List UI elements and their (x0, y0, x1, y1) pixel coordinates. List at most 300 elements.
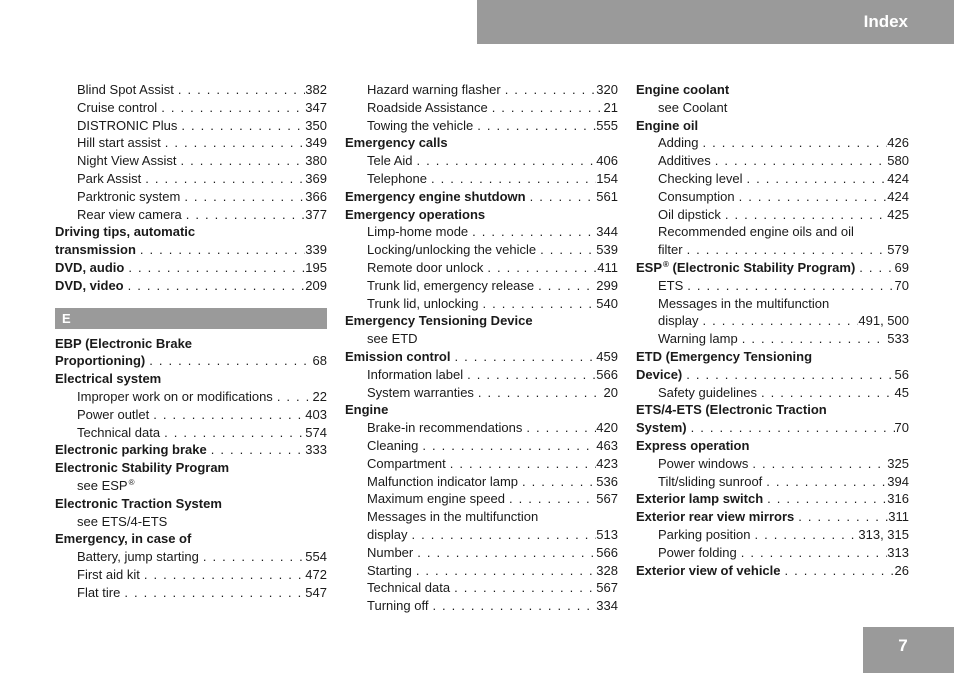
index-subentry (55, 99, 327, 117)
page-reference: 311 (888, 509, 909, 525)
entry-label: DISTRONIC Plus (77, 117, 178, 133)
dot-leader (762, 473, 887, 491)
entry-text (77, 206, 182, 224)
page-reference: 369 (305, 170, 327, 186)
entry-text (636, 419, 687, 437)
index-entry (636, 81, 909, 99)
entry-text (636, 81, 729, 99)
page-reference: 574 (305, 424, 327, 440)
index-subentry (55, 117, 327, 135)
index-subentry (636, 277, 909, 295)
index-subentry (55, 188, 327, 206)
index-entry (55, 370, 327, 388)
entry-text (77, 548, 199, 566)
page-reference: 333 (305, 442, 327, 458)
index-subentry (345, 277, 618, 295)
dot-leader (160, 424, 305, 442)
entry-label: Tele Aid (367, 153, 413, 169)
index-entry (345, 188, 618, 206)
index-entry (55, 495, 327, 513)
page-reference: 561 (596, 188, 618, 204)
index-subentry (55, 566, 327, 584)
page-reference: 580 (887, 153, 909, 169)
dot-leader (161, 134, 306, 152)
dot-leader (427, 170, 596, 188)
page-reference: 579 (887, 242, 909, 258)
dot-leader (738, 330, 888, 348)
dot-leader (682, 366, 894, 384)
dot-leader (412, 562, 596, 580)
entry-label: Exterior lamp switch (636, 491, 764, 507)
entry-label: Exterior view of vehicle (636, 562, 781, 578)
entry-text (658, 526, 751, 544)
entry-label: EBP (Electronic Brake (55, 335, 193, 351)
dot-leader (522, 419, 596, 437)
index-entry (345, 348, 618, 366)
index-subentry (636, 241, 909, 259)
entry-text (77, 134, 161, 152)
entry-label: Messages in the multifunction (658, 295, 830, 311)
entry-label: Hazard warning flasher (367, 82, 501, 97)
index-subentry (55, 134, 327, 152)
dot-leader (735, 188, 888, 206)
index-subentry (55, 424, 327, 442)
index-entry (345, 312, 618, 330)
entry-label: Turning off (367, 598, 429, 614)
dot-leader (698, 312, 858, 330)
index-entry (55, 335, 327, 353)
entry-text (367, 170, 427, 188)
entry-text (658, 312, 698, 330)
entry-label: Exterior rear view mirrors (636, 509, 795, 525)
entry-text (345, 134, 448, 152)
dot-leader (207, 441, 306, 459)
page-reference: 424 (887, 170, 909, 186)
entry-text (658, 455, 748, 473)
entry-label: Trunk lid, unlocking (367, 295, 479, 311)
entry-label: Cruise control (77, 99, 158, 115)
entry-label: Messages in the multifunction (367, 509, 539, 525)
index-subentry (345, 562, 618, 580)
entry-label: Tilt/sliding sunroof (658, 473, 763, 489)
index-subentry (636, 134, 909, 152)
entry-text (367, 526, 407, 544)
page-reference: 20 (603, 384, 618, 400)
entry-text (367, 579, 450, 597)
page-reference: 472 (305, 566, 327, 582)
entry-text (658, 170, 743, 188)
dot-leader (124, 259, 305, 277)
entry-text (77, 152, 176, 170)
entry-label: Compartment (367, 455, 446, 471)
entry-label: Technical data (367, 580, 451, 596)
entry-text (55, 441, 207, 459)
entry-label: Trunk lid, emergency release (367, 277, 535, 293)
dot-leader (781, 562, 895, 580)
dot-leader (407, 526, 596, 544)
entry-label: First aid kit (77, 566, 140, 582)
entry-label: Parking position (658, 526, 751, 542)
index-subentry (345, 455, 618, 473)
page-reference: 22 (312, 388, 327, 404)
entry-text (636, 366, 682, 384)
index-subentry (345, 473, 618, 491)
index-entry (55, 259, 327, 277)
entry-text (367, 597, 428, 615)
index-subentry (636, 455, 909, 473)
entry-label: ETS (658, 277, 684, 293)
dot-leader (505, 490, 596, 508)
index-subentry (55, 584, 327, 602)
entry-label: Adding (658, 135, 699, 151)
index-subentry (345, 99, 618, 117)
dot-leader (157, 99, 305, 117)
page-reference: 195 (305, 259, 327, 275)
index-subentry (636, 473, 909, 491)
index-subentry (55, 406, 327, 424)
index-column-1 (55, 81, 327, 602)
header-band (477, 0, 954, 44)
page-reference: 491, 500 (858, 313, 909, 329)
index-subentry (55, 513, 327, 531)
entry-text (658, 295, 829, 313)
entry-text (77, 388, 273, 406)
entry-text (658, 473, 762, 491)
entry-text (77, 566, 140, 584)
entry-label: Starting (367, 562, 412, 578)
page-reference: 406 (596, 153, 618, 169)
page-reference: 328 (596, 562, 618, 578)
page-reference: 377 (305, 206, 327, 222)
index-entry (636, 490, 909, 508)
index-subentry (345, 437, 618, 455)
entry-text (55, 277, 124, 295)
page-reference: 536 (596, 473, 618, 489)
entry-label: Emergency engine shutdown (345, 188, 526, 204)
page-number: 7 (898, 636, 908, 655)
entry-text (636, 348, 812, 366)
dot-leader (446, 455, 597, 473)
entry-text (367, 152, 413, 170)
index-subentry (636, 223, 909, 241)
dot-leader (180, 188, 305, 206)
dot-leader (721, 206, 887, 224)
entry-label: ETS/4-ETS (Electronic Traction (636, 402, 827, 418)
entry-text (55, 335, 192, 353)
entry-label: Hill start assist (77, 135, 161, 151)
page-reference: 70 (894, 420, 909, 436)
entry-text (345, 188, 526, 206)
entry-text (77, 584, 120, 602)
index-column-2 (345, 81, 618, 615)
index-entry (55, 441, 327, 459)
entry-text (367, 490, 505, 508)
dot-leader (683, 241, 888, 259)
entry-text (658, 241, 683, 259)
index-subentry (345, 81, 618, 99)
dot-leader (488, 99, 604, 117)
entry-label: Brake-in recommendations (367, 420, 523, 436)
dot-leader (450, 579, 596, 597)
index-subentry (345, 366, 618, 384)
page-reference: 339 (305, 242, 327, 258)
entry-label: Park Assist (77, 170, 142, 186)
index-subentry (636, 170, 909, 188)
entry-text (367, 544, 413, 562)
entry-text (636, 401, 827, 419)
index-entry (55, 223, 327, 241)
index-entry (55, 241, 327, 259)
index-subentry (636, 295, 909, 313)
page-reference: 21 (603, 99, 618, 115)
index-subentry (345, 384, 618, 402)
entry-text (658, 188, 735, 206)
entry-text (636, 508, 794, 526)
index-subentry (345, 295, 618, 313)
index-subentry (345, 544, 618, 562)
entry-text (55, 223, 195, 241)
entry-label: display (367, 526, 408, 542)
dot-leader (182, 206, 306, 224)
entry-text (367, 295, 479, 313)
page-reference: 320 (596, 82, 618, 97)
dot-leader (174, 81, 305, 99)
entry-text (77, 170, 141, 188)
page-reference: 566 (596, 544, 618, 560)
entry-text (345, 401, 388, 419)
dot-leader (855, 259, 894, 277)
entry-label: Emergency calls (345, 135, 448, 151)
entry-text (636, 117, 698, 135)
entry-text (636, 259, 855, 277)
entry-label: Information label (367, 366, 464, 382)
index-subentry (55, 388, 327, 406)
dot-leader (177, 117, 305, 135)
entry-label: see ETD (367, 331, 418, 347)
dot-leader (176, 152, 305, 170)
entry-label: see ESP (77, 477, 128, 493)
page-reference: 459 (596, 348, 618, 364)
index-entry (55, 277, 327, 295)
page-number-box (863, 627, 954, 673)
entry-text (77, 513, 167, 531)
index-entry (636, 437, 909, 455)
entry-text (367, 562, 412, 580)
entry-text (367, 419, 522, 437)
index-subentry (345, 490, 618, 508)
index-subentry (55, 477, 327, 495)
entry-text (367, 455, 446, 473)
entry-label: Remote door unlock (367, 259, 484, 275)
entry-label: Engine coolant (636, 82, 730, 97)
entry-label: Number (367, 544, 414, 560)
page-reference: 425 (887, 206, 909, 222)
index-subentry (636, 526, 909, 544)
entry-label: Technical data (77, 424, 161, 440)
entry-text (345, 206, 485, 224)
index-entry (345, 134, 618, 152)
index-subentry (55, 206, 327, 224)
index-entry (636, 117, 909, 135)
page-reference: 555 (596, 117, 618, 133)
entry-text (658, 223, 854, 241)
page-reference: 26 (894, 562, 909, 578)
entry-label: Electrical system (55, 371, 162, 387)
index-subentry (636, 188, 909, 206)
entry-label: Limp-home mode (367, 224, 469, 240)
index-entry (636, 366, 909, 384)
page-reference: 403 (305, 406, 327, 422)
entry-label: Power windows (658, 455, 749, 471)
dot-leader (479, 295, 597, 313)
index-entry (636, 348, 909, 366)
index-subentry (636, 152, 909, 170)
entry-text (367, 99, 488, 117)
dot-leader (757, 384, 895, 402)
entry-text (367, 277, 534, 295)
entry-text (658, 330, 738, 348)
entry-text (658, 134, 698, 152)
page-reference: 325 (887, 455, 909, 471)
entry-text (658, 277, 683, 295)
dot-leader (145, 352, 312, 370)
entry-label: Power outlet (77, 406, 150, 422)
page-reference: 316 (887, 491, 909, 507)
entry-label: Additives (658, 153, 711, 169)
entry-text (367, 366, 463, 384)
dot-leader (794, 508, 888, 526)
index-subentry (55, 81, 327, 99)
entry-text (55, 370, 161, 388)
entry-label: Locking/unlocking the vehicle (367, 242, 537, 258)
index-subentry (636, 312, 909, 330)
index-entry (55, 459, 327, 477)
dot-leader (536, 241, 596, 259)
dot-leader (751, 526, 859, 544)
entry-text (345, 348, 450, 366)
entry-text (658, 152, 711, 170)
dot-leader (468, 223, 596, 241)
entry-text (55, 259, 124, 277)
dot-leader (136, 241, 305, 259)
entry-label: Checking level (658, 170, 743, 186)
page-reference: 539 (596, 242, 618, 258)
entry-label: Cleaning (367, 437, 419, 453)
page-reference: 411 (597, 259, 618, 275)
entry-text (367, 241, 536, 259)
index-entry (55, 352, 327, 370)
entry-label: DVD, audio (55, 259, 125, 275)
entry-text (367, 81, 501, 99)
entry-text (636, 562, 781, 580)
index-subentry (345, 597, 618, 615)
page-title: Index (863, 12, 908, 31)
index-entry (55, 530, 327, 548)
dot-leader (418, 437, 596, 455)
entry-label: Towing the vehicle (367, 117, 474, 133)
entry-label: Rear view camera (77, 206, 182, 222)
entry-label-continued: (Electronic Stability Program) (668, 259, 856, 275)
entry-text (77, 424, 160, 442)
entry-text (55, 241, 136, 259)
entry-label: Power folding (658, 544, 737, 560)
entry-label: DVD, video (55, 277, 124, 293)
entry-label: Blind Spot Assist (77, 82, 174, 97)
dot-leader (450, 348, 596, 366)
page-reference: 554 (305, 549, 327, 565)
entry-text (55, 495, 222, 513)
entry-text (77, 188, 180, 206)
entry-text (367, 384, 474, 402)
entry-text (55, 352, 145, 370)
index-subentry (345, 170, 618, 188)
entry-text (636, 437, 749, 455)
entry-label: Parktronic system (77, 188, 181, 204)
entry-text (367, 223, 468, 241)
dot-leader (463, 366, 596, 384)
entry-label: Proportioning) (55, 353, 146, 369)
page-reference: 347 (305, 99, 327, 115)
page-reference: 566 (596, 366, 618, 382)
entry-label: Engine oil (636, 117, 699, 133)
page-reference: 463 (596, 437, 618, 453)
dot-leader (474, 384, 604, 402)
entry-label: System warranties (367, 384, 474, 400)
page-reference: 299 (596, 277, 618, 293)
index-subentry (345, 330, 618, 348)
entry-label: Electronic Stability Program (55, 460, 230, 476)
entry-label: Emergency, in case of (55, 531, 192, 547)
index-subentry (345, 526, 618, 544)
entry-label: transmission (55, 242, 136, 258)
index-subentry (636, 384, 909, 402)
entry-text (77, 477, 135, 495)
dot-leader (501, 81, 597, 99)
entry-label: Emission control (345, 348, 451, 364)
index-subentry (345, 117, 618, 135)
page-reference: 349 (305, 135, 327, 151)
page-reference: 423 (596, 455, 618, 471)
entry-label: Device) (636, 366, 683, 382)
entry-label: Warning lamp (658, 331, 738, 347)
index-subentry (636, 206, 909, 224)
page-reference: 382 (305, 82, 327, 97)
entry-text (77, 99, 157, 117)
index-subentry (55, 170, 327, 188)
page-reference: 69 (894, 259, 909, 275)
dot-leader (534, 277, 596, 295)
entry-label: Maximum engine speed (367, 491, 506, 507)
dot-leader (518, 473, 596, 491)
entry-label: Driving tips, automatic (55, 224, 196, 240)
dot-leader (711, 152, 888, 170)
index-column-3 (636, 81, 909, 579)
entry-label: filter (658, 242, 683, 258)
page-reference: 209 (305, 277, 327, 293)
entry-text (367, 259, 483, 277)
dot-leader (483, 259, 597, 277)
dot-leader (124, 277, 306, 295)
dot-leader (526, 188, 597, 206)
entry-label: Emergency Tensioning Device (345, 313, 533, 329)
entry-text (658, 99, 727, 117)
dot-leader (687, 419, 895, 437)
entry-label: ESP (636, 259, 663, 275)
entry-text (636, 490, 763, 508)
entry-label: Recommended engine oils and oil (658, 224, 854, 240)
entry-label: Night View Assist (77, 153, 177, 169)
dot-leader (428, 597, 596, 615)
